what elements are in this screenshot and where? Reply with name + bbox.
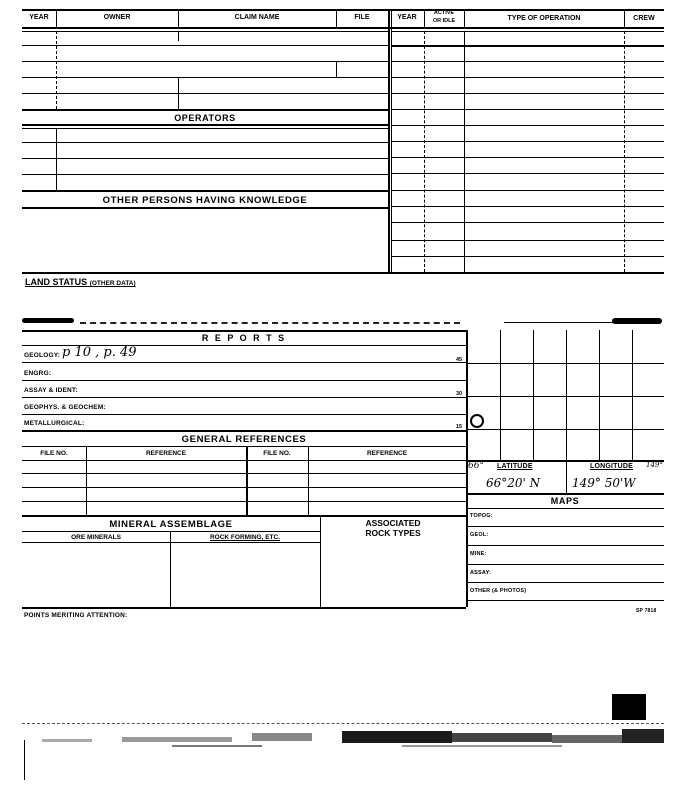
maps-assay: ASSAY: <box>470 570 492 576</box>
header-file: FILE <box>354 14 370 21</box>
report-metallurgical-label: METALLURGICAL: <box>24 420 85 427</box>
maps-geol: GEOL: <box>470 532 489 538</box>
ref-header-file-no-1: FILE NO. <box>40 450 68 457</box>
ref-header-reference-2: REFERENCE <box>366 450 408 457</box>
report-assay-label: ASSAY & IDENT: <box>24 387 78 394</box>
report-geophys-label: GEOPHYS. & GEOCHEM: <box>24 404 106 411</box>
longitude-suffix: 149° <box>646 461 663 469</box>
report-geology-label: GEOLOGY: <box>24 352 61 359</box>
operators-title: OPERATORS <box>174 113 236 123</box>
scan-noise-band <box>22 727 664 759</box>
points-meriting-label: POINTS MERITING ATTENTION: <box>24 612 128 619</box>
header-type-of-operation: TYPE OF OPERATION <box>507 15 581 22</box>
maps-topog: TOPOG: <box>470 513 493 519</box>
rock-forming-header: ROCK FORMING, ETC. <box>209 534 281 541</box>
longitude-value: 149° 50'W <box>572 476 636 490</box>
header-claim-name: CLAIM NAME <box>234 14 280 21</box>
other-persons-title: OTHER PERSONS HAVING KNOWLEDGE <box>102 195 308 206</box>
header-active: ACTIVE <box>433 10 455 16</box>
general-references-title: GENERAL REFERENCES <box>181 434 307 445</box>
maps-other-photos: OTHER (& PHOTOS) <box>470 588 527 594</box>
report-metallurgical-code: 15 <box>456 424 463 430</box>
longitude-label: LONGITUDE <box>590 463 634 470</box>
header-or-idle: OR IDLE <box>432 18 456 24</box>
report-geology-code: 45 <box>456 357 463 363</box>
form-code: SP 7818 <box>636 608 657 614</box>
header-year: YEAR <box>29 14 49 21</box>
header-year-right: YEAR <box>397 14 417 21</box>
associated-title-1: ASSOCIATED <box>365 518 421 528</box>
report-engrg-label: ENGRG: <box>24 370 52 377</box>
mineral-assemblage-title: MINERAL ASSEMBLAGE <box>109 519 233 530</box>
report-assay-code: 30 <box>456 391 463 397</box>
maps-mine: MINE: <box>470 551 487 557</box>
maps-title: MAPS <box>550 496 580 506</box>
latitude-label: LATITUDE <box>497 463 533 470</box>
land-status-label <box>25 277 136 287</box>
ref-header-reference-1: REFERENCE <box>145 450 187 457</box>
land-status-note: (OTHER DATA) <box>89 280 136 287</box>
header-crew: CREW <box>633 15 655 22</box>
reports-title: R E P O R T S <box>201 333 287 343</box>
ref-header-file-no-2: FILE NO. <box>263 450 291 457</box>
header-owner: OWNER <box>103 14 131 21</box>
circle-marker-icon <box>470 414 484 428</box>
latitude-value: 66°20' N <box>486 476 541 490</box>
report-geology-value: p 10 , p. 49 <box>62 345 137 360</box>
land-status-text: LAND STATUS <box>25 277 88 287</box>
latitude-prefix: 66° <box>468 461 484 471</box>
associated-title-2: ROCK TYPES <box>365 528 421 538</box>
scan-dark-block <box>612 694 646 720</box>
ore-minerals-header: ORE MINERALS <box>71 534 121 541</box>
